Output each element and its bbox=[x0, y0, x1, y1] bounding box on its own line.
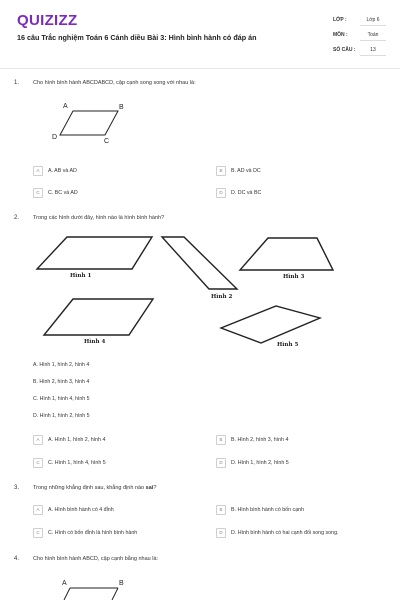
meta-label-count: SỐ CÂU : bbox=[333, 47, 356, 53]
q3-text: Trong những khẳng định sau, khẳng định nào sai? bbox=[33, 485, 157, 491]
q1-parallelogram bbox=[52, 103, 124, 145]
q1-option-a[interactable]: A A. AB và AD bbox=[33, 166, 77, 176]
svg-text:Hình 1: Hình 1 bbox=[70, 273, 92, 279]
svg-text:Hình 4: Hình 4 bbox=[84, 339, 106, 345]
q2-line-b: B. Hình 2, hình 3, hình 4 bbox=[33, 379, 90, 385]
document-title: 16 câu Trắc nghiệm Toán 6 Cánh diều Bài 3: Hình bình hành có đáp án bbox=[17, 33, 257, 42]
q2-line-a: A. Hình 1, hình 2, hình 4 bbox=[33, 362, 90, 368]
svg-text:Hình 2: Hình 2 bbox=[211, 294, 233, 300]
q3-option-d[interactable]: D D. Hình bình hành có hai cạnh đối song song. bbox=[216, 528, 339, 538]
q1-option-d[interactable]: D D. DC và BC bbox=[216, 188, 261, 198]
q4-parallelogram bbox=[62, 580, 124, 600]
q1-option-c[interactable]: C C. BC và AD bbox=[33, 188, 78, 198]
q2-figure-2 bbox=[162, 237, 237, 300]
q1-text: Cho hình bình hành ABCDABCD, cặp cạnh song song với nhau là: bbox=[33, 80, 196, 86]
svg-text:Hình 5: Hình 5 bbox=[277, 342, 299, 348]
q1-option-b[interactable]: B B. AD và DC bbox=[216, 166, 261, 176]
q3-option-c[interactable]: C C. Hình có bốn đỉnh là hình bình hành bbox=[33, 528, 137, 538]
q2-line-d: D. Hình 1, hình 2, hình 5 bbox=[33, 413, 90, 419]
meta-value-class: Lớp 6 bbox=[360, 17, 386, 26]
q2-option-b[interactable]: B B. Hình 2, hình 3, hình 4 bbox=[216, 435, 288, 445]
meta-label-subject: MÔN : bbox=[333, 32, 348, 38]
q1-point-c: C bbox=[104, 138, 110, 145]
q4-point-a: A bbox=[62, 580, 67, 587]
q2-figure-4 bbox=[44, 299, 153, 345]
q2-option-c[interactable]: C C. Hình 1, hình 4, hình 5 bbox=[33, 458, 106, 468]
meta-value-count: 13 bbox=[360, 47, 386, 56]
q4-number: 4. bbox=[14, 556, 20, 562]
quizizz-logo: QUIZIZZ bbox=[17, 12, 78, 29]
q2-figure-1 bbox=[37, 237, 152, 279]
q1-point-b: B bbox=[119, 104, 124, 111]
q2-option-d[interactable]: D D. Hình 1, hình 2, hình 5 bbox=[216, 458, 289, 468]
q2-option-a[interactable]: A A. Hình 1, hình 2, hình 4 bbox=[33, 435, 105, 445]
meta-value-subject: Toán bbox=[360, 32, 386, 41]
q2-text: Trong các hình dưới đây, hình nào là hình bình hành? bbox=[33, 215, 165, 221]
q1-number: 1. bbox=[14, 80, 20, 86]
q2-line-c: C. Hình 1, hình 4, hình 5 bbox=[33, 396, 90, 402]
meta-label-class: LỚP : bbox=[333, 17, 347, 23]
q3-option-b[interactable]: B B. Hình bình hành có bốn cạnh bbox=[216, 505, 304, 515]
q4-text: Cho hình bình hành ABCD, cặp cạnh bằng nhau là: bbox=[33, 556, 159, 562]
q1-point-d: D bbox=[52, 134, 58, 141]
q1-point-a: A bbox=[63, 103, 68, 110]
svg-text:Hình 3: Hình 3 bbox=[283, 274, 305, 280]
q3-option-a[interactable]: A A. Hình bình hành có 4 đỉnh bbox=[33, 505, 114, 515]
q2-number: 2. bbox=[14, 215, 20, 221]
q4-point-b: B bbox=[119, 580, 124, 587]
q2-figure-5 bbox=[221, 306, 320, 348]
q2-figure-3 bbox=[240, 238, 333, 280]
q3-number: 3. bbox=[14, 485, 20, 491]
